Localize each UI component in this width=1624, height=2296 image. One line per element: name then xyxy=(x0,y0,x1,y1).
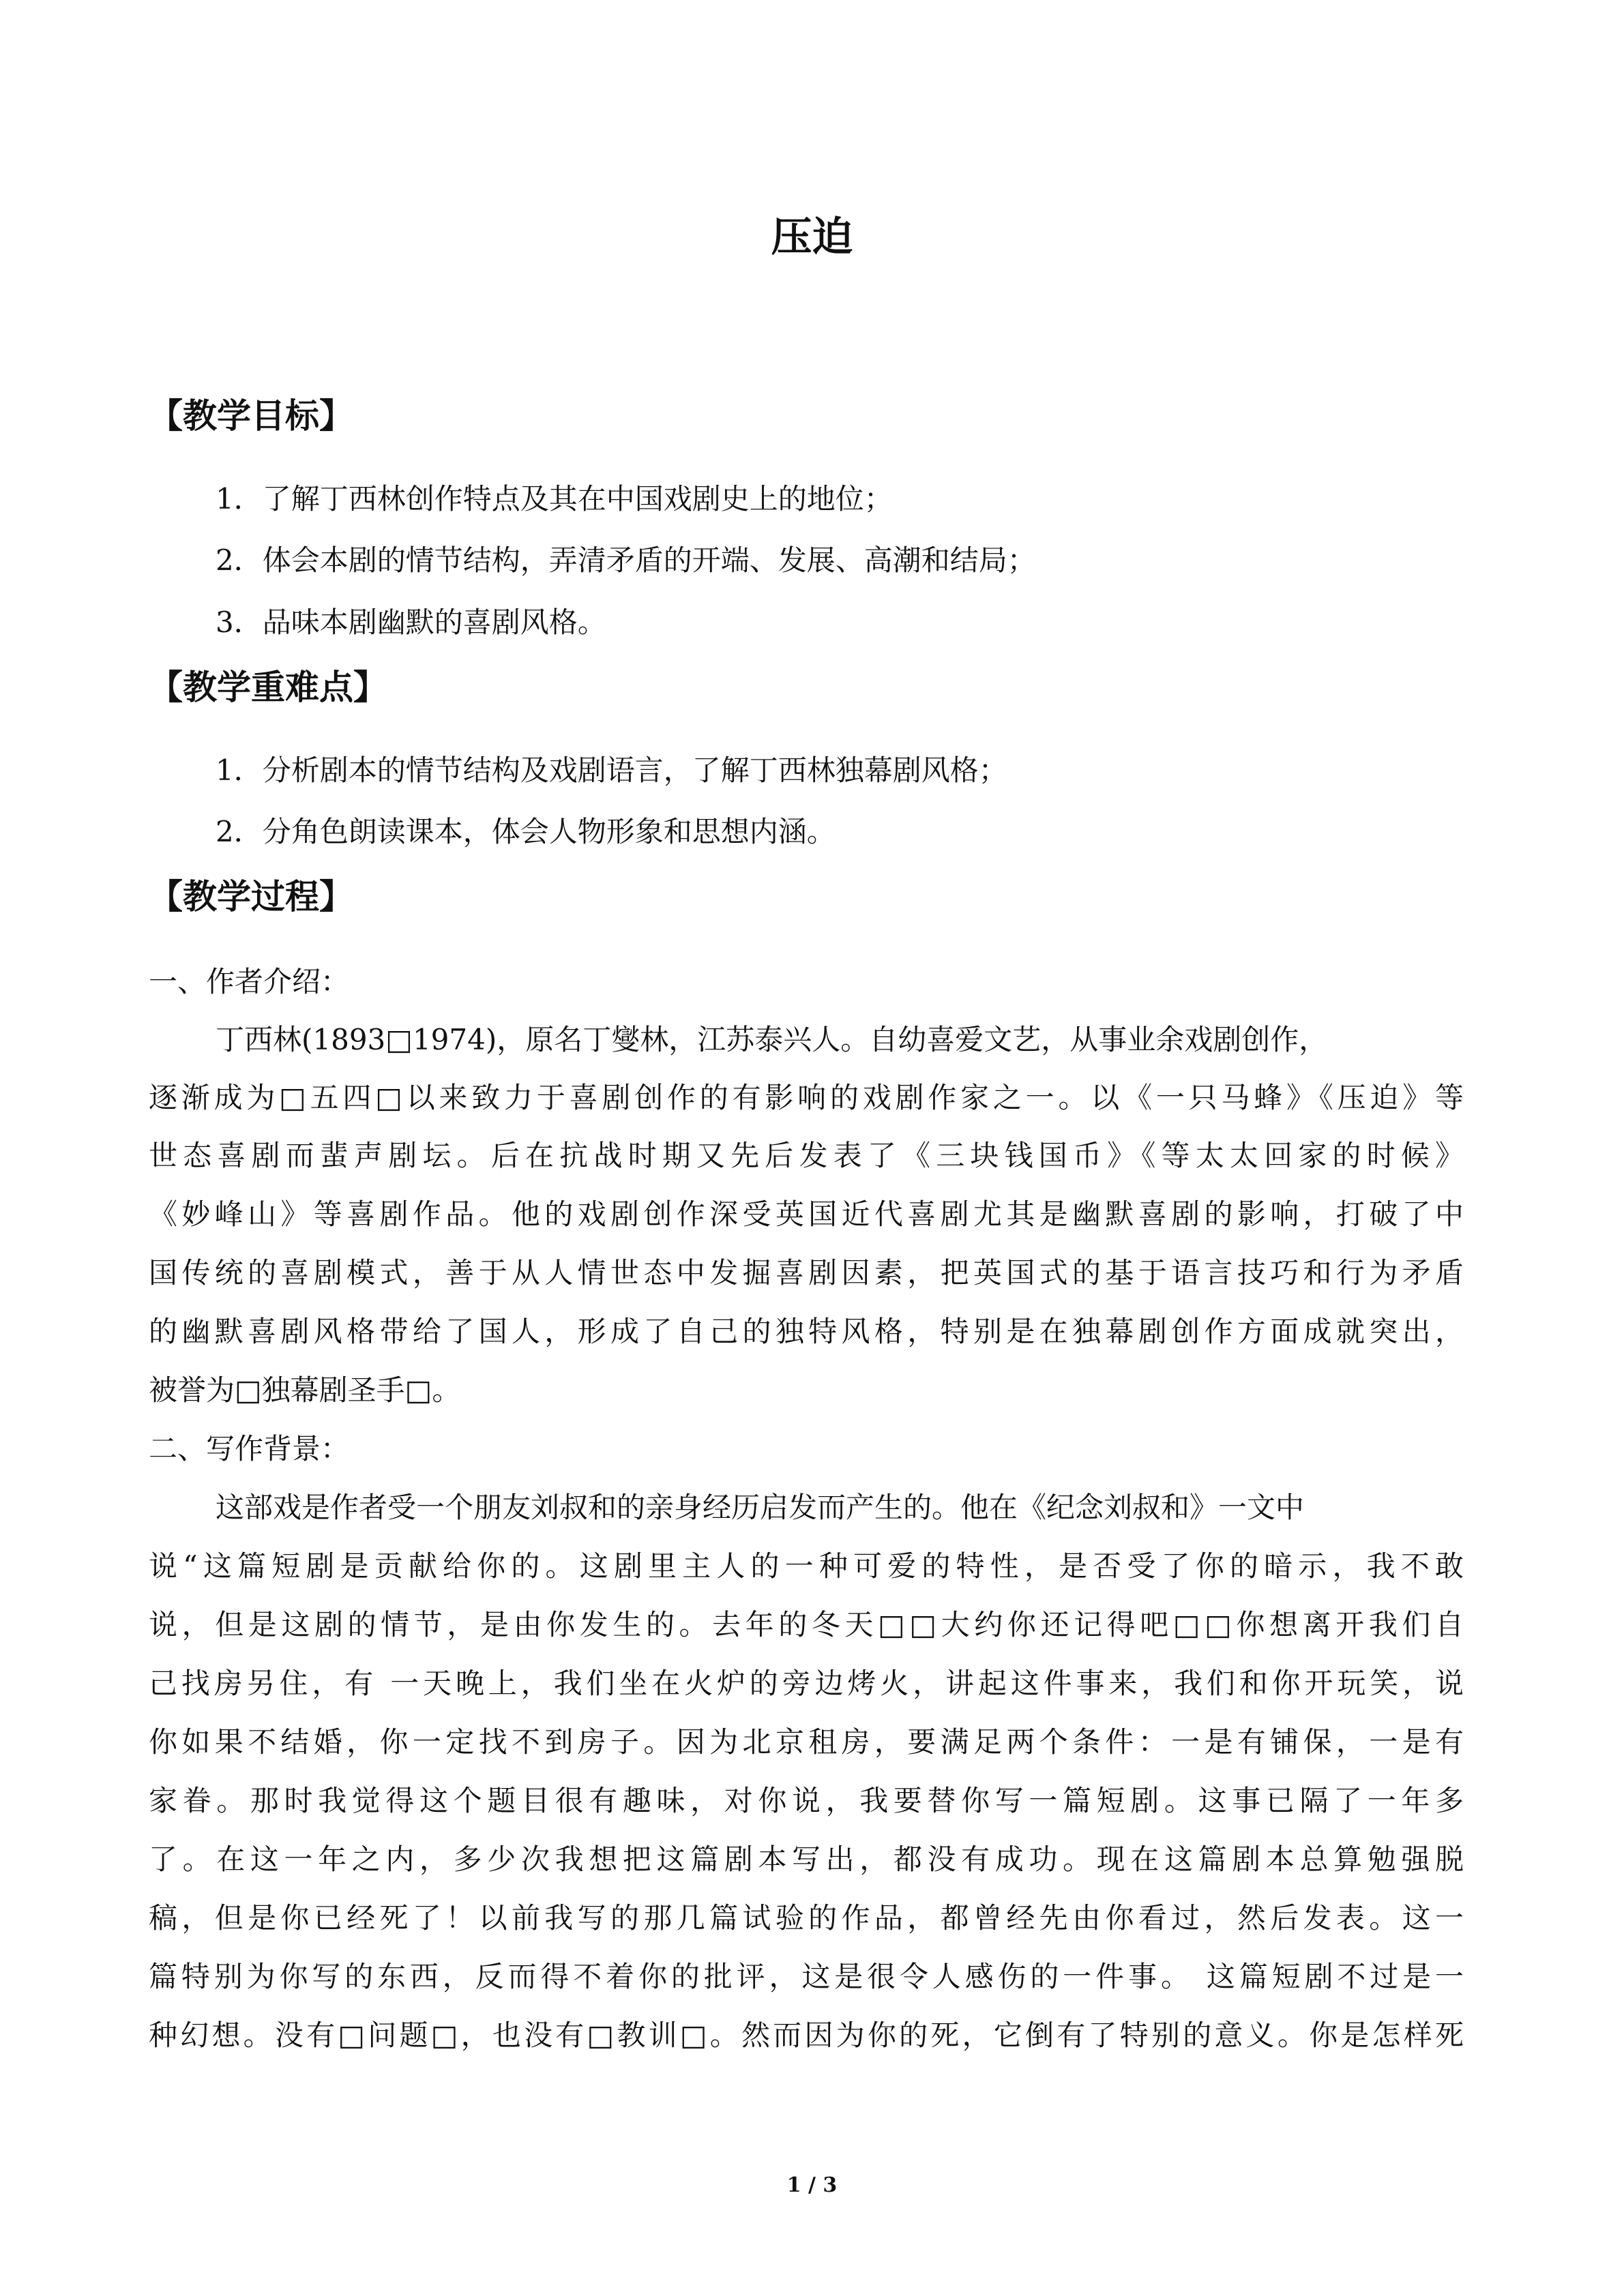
paragraph-line: 己找房另住，有 一天晚上，我们坐在火炉的旁边烤火，讲起这件事来，我们和你开玩笑，说 xyxy=(149,1667,1464,1700)
paragraph-line: 被誉为□独幕剧圣手□。 xyxy=(149,1373,461,1407)
paragraph-line: 家眷。那时我觉得这个题目很有趣味，对你说，我要替你写一篇短剧。这事已隔了一年多 xyxy=(149,1784,1464,1817)
paragraph-line: 你如果不结婚，你一定找不到房子。因为北京租房，要满足两个条件：一是有铺保，一是有 xyxy=(149,1725,1464,1759)
document-title: 压迫 xyxy=(771,213,853,261)
paragraph-line: 说“这篇短剧是贡献给你的。这剧里主人的一种可爱的特性，是否受了你的暗示，我不敢 xyxy=(149,1549,1464,1583)
key-point-item: 1．分析剧本的情节结构及戏剧语言，了解丁西林独幕剧风格； xyxy=(216,754,1007,787)
objective-item: 1．了解丁西林创作特点及其在中国戏剧史上的地位； xyxy=(216,482,893,516)
objective-item: 2．体会本剧的情节结构，弄清矛盾的开端、发展、高潮和结局； xyxy=(216,543,1036,577)
section-heading-key-points: 【教学重难点】 xyxy=(149,668,387,707)
paragraph-line: 稿，但是你已经死了！以前我写的那几篇试验的作品，都曾经先由你看过，然后发表。这一 xyxy=(149,1901,1464,1935)
paragraph-line: 篇特别为你写的东西，反而得不着你的批评，这是很令人感伤的一件事。 这篇短剧不过是一 xyxy=(149,1960,1464,1993)
paragraph-line: 《妙峰山》等喜剧作品。他的戏剧创作深受英国近代喜剧尤其是幽默喜剧的影响，打破了中 xyxy=(149,1197,1464,1231)
paragraph-line: 的幽默喜剧风格带给了国人，形成了自己的独特风格，特别是在独幕剧创作方面成就突出， xyxy=(149,1315,1464,1348)
paragraph-line: 种幻想。没有□问题□，也没有□教训□。然而因为你的死，它倒有了特别的意义。你是怎样死 xyxy=(149,2018,1464,2052)
paragraph-line: 世态喜剧而蜚声剧坛。后在抗战时期又先后发表了《三块钱国币》《等太太回家的时候》 xyxy=(149,1139,1464,1172)
paragraph-line: 国传统的喜剧模式，善于从人情世态中发掘喜剧因素，把英国式的基于语言技巧和行为矛盾 xyxy=(149,1256,1464,1289)
section-heading-objectives: 【教学目标】 xyxy=(149,396,353,436)
key-point-item: 2．分角色朗读课本，体会人物形象和思想内涵。 xyxy=(216,815,836,848)
paragraph-line: 丁西林(1893□1974)，原名丁燮林，江苏泰兴人。自幼喜爱文艺，从事业余戏剧创作， xyxy=(216,1023,1328,1056)
subsection-title-background: 二、写作背景： xyxy=(149,1432,350,1465)
paragraph-line: 了。在这一年之内，多少次我想把这篇剧本写出，都没有成功。现在这篇剧本总算勉强脱 xyxy=(149,1843,1464,1876)
subsection-title-author: 一、作者介绍： xyxy=(149,965,350,998)
page-number: 1 / 3 xyxy=(786,2173,838,2197)
section-heading-process: 【教学过程】 xyxy=(149,877,353,916)
objective-item: 3．品味本剧幽默的喜剧风格。 xyxy=(216,606,606,639)
paragraph-line: 这部戏是作者受一个朋友刘叔和的亲身经历启发而产生的。他在《纪念刘叔和》一文中 xyxy=(216,1491,1305,1524)
paragraph-line: 说，但是这剧的情节，是由你发生的。去年的冬天□□大约你还记得吧□□你想离开我们自 xyxy=(149,1608,1464,1641)
paragraph-line: 逐渐成为□五四□以来致力于喜剧创作的有影响的戏剧作家之一。以《一只马蜂》《压迫》等 xyxy=(149,1081,1464,1114)
